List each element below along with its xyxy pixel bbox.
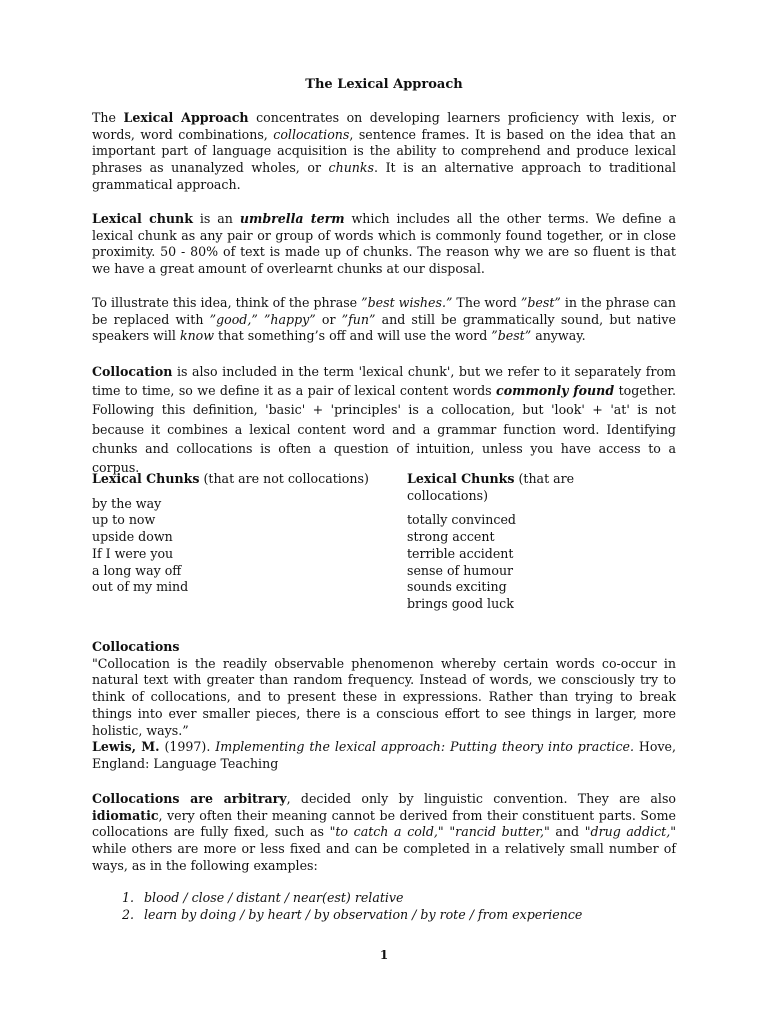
text: , sentence frames. It is based on the idea that an important part of language acquisition is the ability to comprehend and produce lexical phrases as unanalyzed wholes, or [92,126,677,176]
italic-term: ”fun” [341,311,376,327]
italic-term: ”good,” [209,311,258,327]
text: and " [549,824,591,840]
column-header-bold: Lexical Chunks [407,471,515,486]
text: which includes all the other terms. We define a lexical chunk as any pair or group of words which is commonly found together, or in close proximity. 50 - 80% of text is made up of chunks. The reason why we are so fluent is that we have a great amount of overlearnt chunks at our disposal. [92,211,677,277]
section-heading: Collocations [92,639,180,654]
italic-term: "rancid butter," [449,824,550,840]
text: and still be grammatically sound, but native speakers will [92,311,676,344]
text: anyway. [531,328,586,344]
page-number: 1 [379,948,389,962]
paragraph-lexical-chunk [92,211,676,278]
paragraph-lexical-approach [92,110,676,194]
text: is an [192,211,240,226]
chunks-collocations-column [407,471,607,613]
italic-term: collocations [273,126,350,142]
list-item: sounds exciting [407,579,507,595]
text: while others are more or less fixed and can be completed in a relatively small number of ways, as in the following examples: [92,841,676,873]
quote: "Collocation is the readily observable phenomenon whereby certain words co-occur in natural text with greater than random frequency. Instead of words, we consciously try to think of collocations, and to present these in expressions. Rather than trying to break things into ever smaller pieces, there is a conscious effort to see things in larger, more holistic, ways.” [92,655,676,738]
text: The word [452,295,521,310]
spacer [92,488,382,496]
text: , decided only by linguistic convention. They are also [286,791,676,806]
italic-term: ”best” [520,295,561,310]
chunks-not-collocations-column [92,471,382,596]
list-item: brings good luck [407,595,514,611]
list-item: terrible accident [407,545,514,561]
italic-term: ”happy” [263,311,316,327]
examples-list [92,890,676,923]
citation-rest: Hove, England: Language Teaching [92,739,677,771]
collocations-section [92,639,676,773]
list-item: 2. learn by doing / by heart / by observation / by rote / from experience [138,907,676,924]
text: . It is an alternative approach to traditional grammatical approach. [92,160,676,192]
list-item: If I were you [92,545,174,561]
list-item: 1. blood / close / distant / near(est) relative [138,890,676,907]
list-item: strong accent [407,529,495,545]
bold-term: idiomatic [92,807,159,823]
paragraph-arbitrary [92,791,676,875]
column-header [92,471,382,488]
bold-italic-term: umbrella term [239,211,345,226]
spacer [407,504,607,512]
list-item: totally convinced [407,512,516,528]
text: together. Following this definition, 'basic' + 'principles' is a collocation, but 'look' + 'at' is not because it combines a lexical content word and a grammar function word. Identifying chunks and collocations is often a question of intuition, unless you have access to a corpus. [92,383,676,476]
bold-italic-term: commonly found [496,383,615,399]
text: The [92,110,124,125]
bold-term: Lexical Approach [123,110,249,125]
ordered-list [92,890,676,923]
citation-author: Lewis, M. [92,739,160,755]
text: , very often their meaning cannot be derived from their constituent parts. Some collocations are fully fixed, such as [92,807,676,840]
list-item: by the way [92,495,162,511]
bold-term: Lexical chunk [92,211,193,226]
bold-term: Collocations are arbitrary [92,791,287,806]
italic-term: chunks [328,160,375,176]
list-item: a long way off [92,562,182,578]
text: in the phrase can be replaced with [92,295,676,327]
column-header-rest: (that are collocations) [407,471,575,503]
text: To illustrate this idea, think of the phrase [92,295,362,310]
text: concentrates on developing learners proficiency with lexis, or words, word combinations, [92,110,676,142]
bold-term: Collocation [92,364,173,379]
text: or [315,311,342,327]
italic-term: know [179,328,215,344]
italic-term: "to catch a cold," [329,824,444,840]
italic-term: ”best wishes.” [361,295,453,310]
text: is also included in the term 'lexical chunk', but we refer to it separately from time to time, so we define it as a pair of lexical content words [92,364,676,399]
citation-year: (1997). [159,739,216,755]
italic-term: drug addict," [590,824,676,840]
list-item: out of my mind [92,579,189,595]
column-header-bold: Lexical Chunks [92,471,200,486]
paragraph-collocation [92,362,676,477]
italic-term: ”best” [491,328,532,344]
paragraph-illustration [92,295,676,345]
citation-title: Implementing the lexical approach: Putting theory into practice. [215,739,634,755]
column-header [407,471,607,504]
page-title: The Lexical Approach [305,77,463,92]
list-item: upside down [92,529,173,545]
list-item: up to now [92,512,156,528]
column-header-rest: (that are not collocations) [199,471,369,486]
text: that something’s off and will use the word [214,328,492,344]
list-item: sense of humour [407,562,514,578]
